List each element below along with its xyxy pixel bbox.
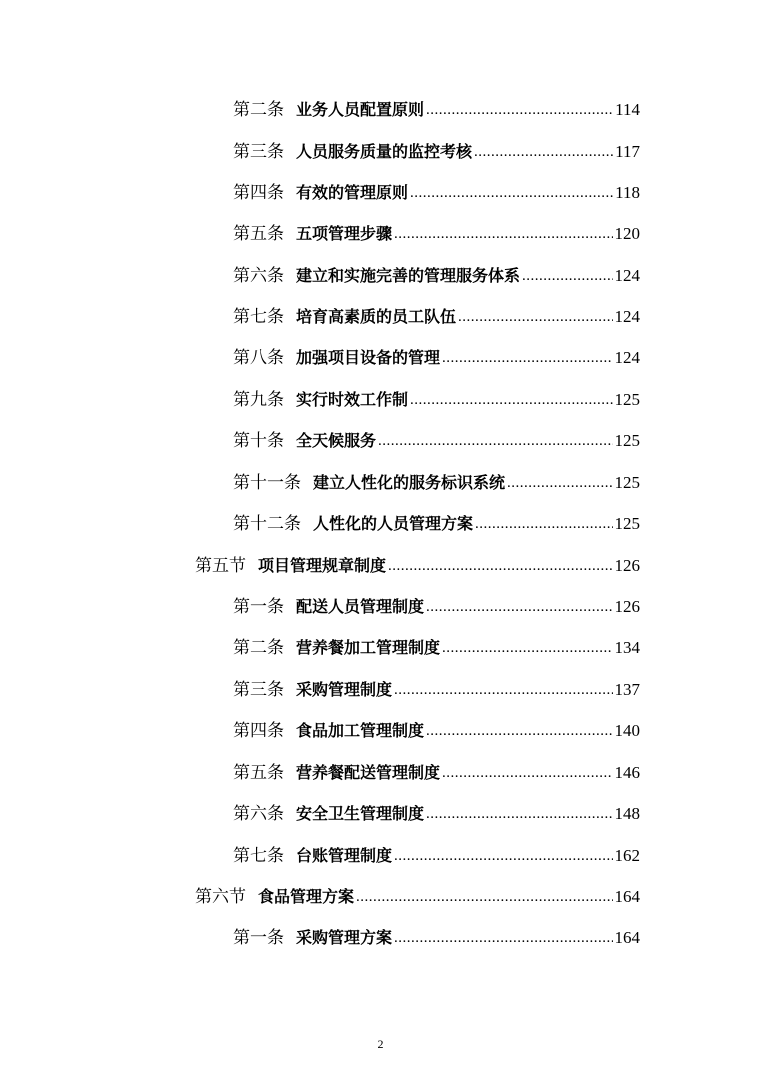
toc-entry[interactable] <box>233 471 640 495</box>
toc-dot-leader <box>394 222 612 246</box>
toc-entry[interactable] <box>233 264 640 288</box>
toc-entry-page: 118 <box>615 183 640 202</box>
toc-entry-page: 126 <box>614 597 640 616</box>
toc-entry[interactable] <box>233 761 640 785</box>
toc-section-entry[interactable] <box>195 885 640 909</box>
toc-entry-number: 第二条 <box>233 638 284 658</box>
toc-section-entry[interactable] <box>195 554 640 578</box>
toc-entry-number: 第十条 <box>233 431 284 451</box>
toc-entry-page: 125 <box>614 514 640 533</box>
toc-entry-page: 140 <box>614 721 640 740</box>
toc-entry-page: 146 <box>614 763 640 782</box>
toc-entry-page: 125 <box>614 431 640 450</box>
toc-dot-leader <box>522 264 612 288</box>
toc-entry-page: 114 <box>615 100 640 119</box>
toc-entry[interactable] <box>233 719 640 743</box>
toc-entry-title: 营养餐加工管理制度 <box>296 638 441 657</box>
toc-entry[interactable] <box>233 636 640 660</box>
toc-dot-leader <box>475 512 612 536</box>
toc-dot-leader <box>388 554 612 578</box>
toc-entry-page: 125 <box>614 473 640 492</box>
toc-entry[interactable] <box>233 98 640 122</box>
toc-entry-page: 164 <box>614 928 640 947</box>
toc-entry-number: 第四条 <box>233 183 284 203</box>
toc-entry-title: 安全卫生管理制度 <box>296 804 425 823</box>
toc-entry-title: 人性化的人员管理方案 <box>313 514 474 533</box>
toc-entry-page: 126 <box>614 556 640 575</box>
toc-entry-title: 有效的管理原则 <box>296 183 409 202</box>
toc-dot-leader <box>442 761 612 785</box>
toc-entry[interactable] <box>233 844 640 868</box>
toc-entry-title: 人员服务质量的监控考核 <box>296 142 473 161</box>
toc-dot-leader <box>410 388 612 412</box>
toc-dot-leader <box>426 719 612 743</box>
toc-entry-title: 食品加工管理制度 <box>296 721 425 740</box>
toc-entry-number: 第二条 <box>233 100 284 120</box>
toc-dot-leader <box>394 926 612 950</box>
toc-dot-leader <box>394 678 612 702</box>
toc-entry-number: 第五条 <box>233 763 284 783</box>
toc-dot-leader <box>442 636 612 660</box>
toc-entry-title: 全天候服务 <box>296 431 377 450</box>
toc-entry[interactable] <box>233 140 640 164</box>
page-number: 2 <box>377 1037 384 1051</box>
toc-entry[interactable] <box>233 346 640 370</box>
toc-entry-title: 实行时效工作制 <box>296 390 409 409</box>
toc-entry-page: 124 <box>614 348 640 367</box>
toc-entry-number: 第十一条 <box>233 473 301 493</box>
toc-dot-leader <box>410 181 613 205</box>
toc-entry[interactable] <box>233 305 640 329</box>
toc-entry-page: 162 <box>614 846 640 865</box>
toc-entry[interactable] <box>233 429 640 453</box>
toc-dot-leader <box>442 346 612 370</box>
toc-entry[interactable] <box>233 678 640 702</box>
toc-dot-leader <box>426 802 612 826</box>
toc-entry[interactable] <box>233 802 640 826</box>
toc-entry-title: 加强项目设备的管理 <box>296 348 441 367</box>
toc-entry[interactable] <box>233 595 640 619</box>
toc-section-title: 项目管理规章制度 <box>258 556 387 575</box>
toc-dot-leader <box>474 140 613 164</box>
toc-entry-title: 配送人员管理制度 <box>296 597 425 616</box>
toc-entry-page: 137 <box>614 680 640 699</box>
toc-entry-title: 培育高素质的员工队伍 <box>296 307 457 326</box>
toc-dot-leader <box>356 885 612 909</box>
toc-entry-number: 第三条 <box>233 142 284 162</box>
toc-entry-number: 第九条 <box>233 390 284 410</box>
toc-entry-number: 第十二条 <box>233 514 301 534</box>
toc-entry-number: 第一条 <box>233 597 284 617</box>
toc-entry-title: 业务人员配置原则 <box>296 100 425 119</box>
toc-entry-title: 建立人性化的服务标识系统 <box>313 473 506 492</box>
toc-entry-title: 采购管理方案 <box>296 928 393 947</box>
toc-dot-leader <box>394 844 612 868</box>
toc-entry[interactable] <box>233 926 640 950</box>
toc-section-number: 第六节 <box>195 887 246 907</box>
toc-section-number: 第五节 <box>195 556 246 576</box>
toc-entry-page: 124 <box>614 266 640 285</box>
toc-entry[interactable] <box>233 512 640 536</box>
toc-entry-page: 120 <box>614 224 640 243</box>
toc-entry-number: 第八条 <box>233 348 284 368</box>
toc-entry[interactable] <box>233 222 640 246</box>
toc-entry-title: 采购管理制度 <box>296 680 393 699</box>
toc-dot-leader <box>378 429 612 453</box>
toc-entry-page: 117 <box>615 142 640 161</box>
toc-entry-number: 第四条 <box>233 721 284 741</box>
toc-dot-leader <box>458 305 612 329</box>
toc-section-title: 食品管理方案 <box>258 887 355 906</box>
toc-entry-number: 第六条 <box>233 266 284 286</box>
toc-entry-page: 125 <box>614 390 640 409</box>
toc-entry-title: 台账管理制度 <box>296 846 393 865</box>
toc-dot-leader <box>507 471 612 495</box>
toc-entry-title: 建立和实施完善的管理服务体系 <box>296 266 521 285</box>
toc-dot-leader <box>426 98 613 122</box>
toc-entry[interactable] <box>233 388 640 412</box>
toc-entry-number: 第七条 <box>233 307 284 327</box>
toc-dot-leader <box>426 595 612 619</box>
toc-entry[interactable] <box>233 181 640 205</box>
toc-entry-number: 第三条 <box>233 680 284 700</box>
toc-entry-number: 第六条 <box>233 804 284 824</box>
toc-entry-title: 营养餐配送管理制度 <box>296 763 441 782</box>
toc-entry-page: 124 <box>614 307 640 326</box>
toc-entry-page: 148 <box>614 804 640 823</box>
toc-entry-number: 第一条 <box>233 928 284 948</box>
toc-entry-number: 第七条 <box>233 846 284 866</box>
toc-entry-title: 五项管理步骤 <box>296 224 393 243</box>
toc-entry-page: 134 <box>614 638 640 657</box>
toc-entry-page: 164 <box>614 887 640 906</box>
toc-entry-number: 第五条 <box>233 224 284 244</box>
